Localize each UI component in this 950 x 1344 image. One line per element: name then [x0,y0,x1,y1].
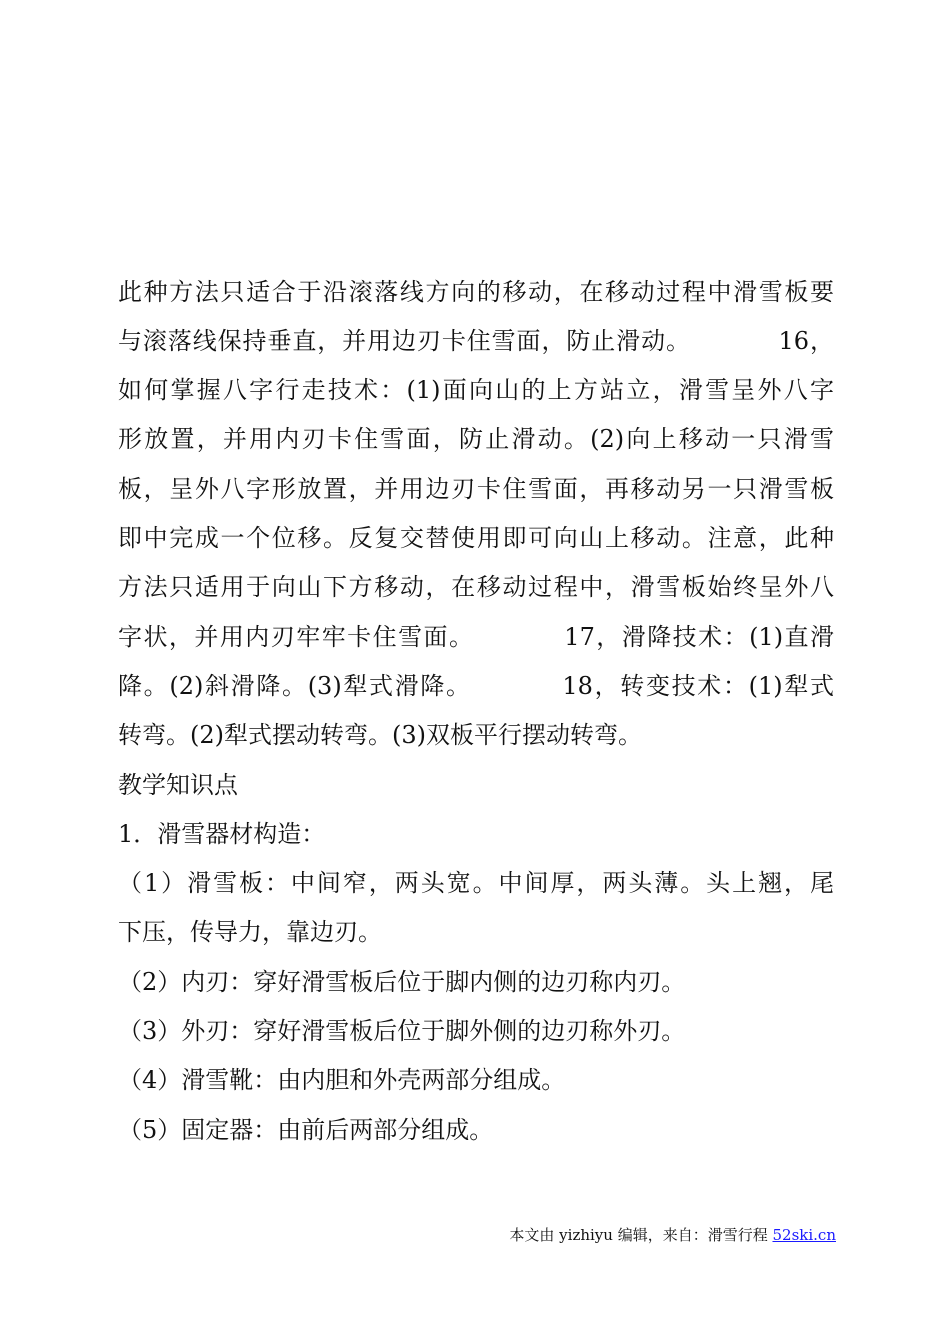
body-text-line: 转弯。(2)犁式摆动转弯。(3)双板平行摆动转弯。 [118,721,642,749]
footer-link[interactable]: 52ski.cn [772,1226,836,1244]
body-text-line: 形放置，并用内刃卡住雪面，防止滑动。(2)向上移动一只滑雪 [118,425,834,453]
body-text-line: 降。(2)斜滑降。(3)犁式滑降。 18，转变技术：(1)犁式 [118,672,834,700]
section-heading: 教学知识点 [118,771,238,799]
list-item: （1）滑雪板：中间窄，两头宽。中间厚，两头薄。头上翘，尾 [118,869,834,897]
list-item: （4）滑雪靴：由内胆和外壳两部分组成。 [118,1066,566,1094]
body-text-line: 字状，并用内刃牢牢卡住雪面。 17，滑降技术：(1)直滑 [118,623,834,651]
body-text-line: 此种方法只适合于沿滚落线方向的移动，在移动过程中滑雪板要 [118,278,834,306]
body-text-line: 板，呈外八字形放置，并用边刃卡住雪面，再移动另一只滑雪板 [118,475,834,503]
list-item: （5）固定器：由前后两部分组成。 [118,1116,494,1144]
body-text-line: 与滚落线保持垂直，并用边刃卡住雪面，防止滑动。 16， [118,327,834,355]
body-text-line: 方法只适用于向山下方移动，在移动过程中，滑雪板始终呈外八 [118,573,834,601]
footer-text: 本文由 yizhiyu 编辑，来自：滑雪行程 [509,1226,773,1244]
subsection-heading: 1．滑雪器材构造： [118,820,326,848]
list-item-continuation: 下压，传导力，靠边刃。 [118,918,382,946]
body-text-line: 即中完成一个位移。反复交替使用即可向山上移动。注意，此种 [118,524,834,552]
list-item: （2）内刃：穿好滑雪板后位于脚内侧的边刃称内刃。 [118,968,686,996]
body-text-line: 如何掌握八字行走技术：(1)面向山的上方站立，滑雪呈外八字 [118,376,834,404]
page-footer [470,1224,836,1246]
list-item: （3）外刃：穿好滑雪板后位于脚外侧的边刃称外刃。 [118,1017,686,1045]
